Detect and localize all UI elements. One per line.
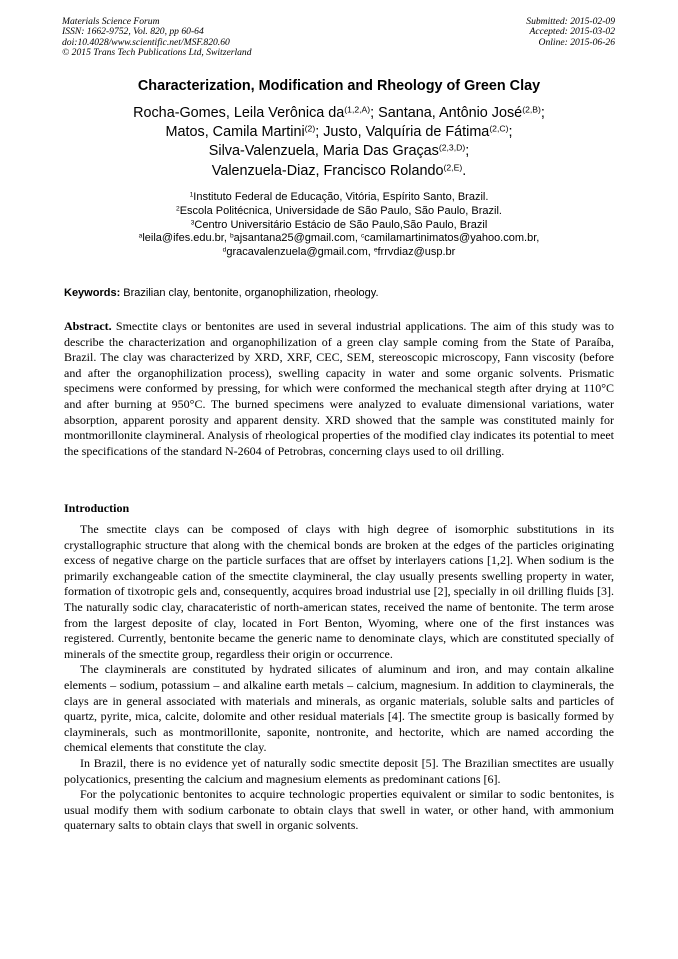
affiliation-text: Instituto Federal de Educação, Vitória, Espírito Santo, Brazil. <box>193 191 489 203</box>
keywords <box>64 287 616 299</box>
email-marker: c <box>361 232 365 240</box>
affiliation-block <box>0 191 678 260</box>
affiliation <box>0 191 678 205</box>
author-line <box>0 162 678 181</box>
keywords-label: Keywords: <box>64 287 121 299</box>
section-heading: Introduction <box>64 501 130 515</box>
journal-issn: ISSN: 1662-9752, Vol. 820, pp 60-64 <box>62 26 204 38</box>
affiliation-marker: 3 <box>190 218 195 226</box>
affiliation <box>0 219 678 233</box>
email-marker: a <box>138 232 143 240</box>
body-paragraph: The clayminerals are constituted by hydrated silicates of aluminum and iron, and may contain alkaline elements – sodium, potassium – and alkaline earth metals – calcium, magnesium. In addition to clayminerals, the clays are in general associated with materials and minerals, as organic materials, soluble salts and particles of quartz, pyrite, mica, calcite, dolomite and other residual materials [4]. The smectite group is basically formed by clayminerals, such as montmorillonite, saponite, nontronite, and hectorite, which are named according the chemical elements that constitute the clay. <box>64 662 614 755</box>
date-accepted: Accepted: 2015-03-02 <box>529 26 615 38</box>
body-paragraph: For the polycationic bentonites to acquire technologic properties equivalent or similar to sodic bentonites, is usual modify them with sodium carbonate to obtain clays that swell in water, or other hand, with ammonium quaternary salts to obtain clays that swell in organic solvents. <box>64 787 614 833</box>
abstract <box>64 319 614 459</box>
affiliation-marker: 2 <box>176 205 180 213</box>
journal-doi: doi:10.4028/www.scientific.net/MSF.820.60 <box>62 36 230 48</box>
author-line <box>0 123 678 142</box>
body-paragraph: The smectite clays can be composed of clays with high degree of isomorphic substitutions in its crystallographic structure that along with the chemical bonds are broken at the edges of the particles originating excess of negative charge on the particle surfaces that are offset by interlayers cations [1,2]. When sodium is the primarily exchangeable cation of the smectite claymineral, the clay usually presents swelling property in water, formation of tixotropic gels and, consequently, acquires broad industrial use [2], specially in oil drilling fluids [3]. The naturally sodic clay, characateristic of north-american states, received the name of bentonite. The term arose from the largest deposite of clay, located in Fort Benton, Wyoming, where one of the first instances was registered. Currently, bentonite became the generic name to denominate clays, which are constituted specially of minerals of the smectite group, regardless their origin or occurrence. <box>64 522 614 661</box>
journal-info <box>62 17 252 59</box>
author-name: Silva-Valenzuela, Maria Das Graças <box>208 143 439 160</box>
author-line <box>0 104 678 123</box>
author-affiliation-marker: (2) <box>304 123 316 134</box>
affiliation-marker: 1 <box>189 191 194 199</box>
paper-title: Characterization, Modification and Rheology of Green Clay <box>137 78 541 94</box>
email-marker: e <box>373 246 378 254</box>
author-affiliation-marker: (2,C) <box>489 123 509 134</box>
author-separator: ; <box>508 124 513 141</box>
email-line: $^a$leila@ifes.edu.br, $^b$ajsantana25@gmail.com, $^c$camilamartinimatos@yahoo.com.br, <box>138 232 540 245</box>
keywords-text: Brazilian clay, bentonite, organophilization, rheology. <box>120 287 379 299</box>
email-address: camilamartinimatos@yahoo.com.br <box>364 232 537 245</box>
abstract-text: Smectite clays or bentonites are used in several industrial applications. The aim of this study was to describe the characterization and organophilization of a green clay sample coming from the State of Paraíba, Brazil. The clay was characterized by XRD, XRF, CEC, SEM, stereoscopic microscopy, Fann viscosity (before and after the organophilization process), swelling capacity in water and some organic solvents. Prismatic specimens were conformed by pressing, for which were conformed the mechanical stegth after drying at 110°C and after burning at 950°C. The burned specimens were analyzed to evaluate dimensional variations, water absorption, apparent porosity and apparent density. XRD showed that the sample was constituted mainly for montmorillonite claymineral. Analysis of rheological properties of the modified clay indicates its potential to meet the specifications of the standard N-2604 of Petrobras, concerning clays used to oil drilling. <box>64 319 614 458</box>
author-name: Justo, Valquíria de Fátima <box>323 124 490 141</box>
author-name: Santana, Antônio José <box>378 105 523 121</box>
introduction-body <box>64 522 614 834</box>
email-address: gracavalenzuela@gmail.com <box>226 246 368 259</box>
date-submitted: Submitted: 2015-02-09 <box>526 16 615 27</box>
author-affiliation-marker: (2,E) <box>443 161 463 172</box>
email-address: ajsantana25@gmail.com <box>233 232 355 245</box>
author-separator: ; <box>370 105 379 121</box>
author-separator: . <box>462 162 467 179</box>
author-affiliation-marker: (2,3,D) <box>438 142 466 153</box>
author-separator: ; <box>465 143 470 160</box>
author-separator: ; <box>540 105 545 121</box>
email-address: leila@ifes.edu.br <box>142 232 224 245</box>
affiliation-text: Centro Universitário Estácio de São Paulo,São Paulo, Brazil <box>194 218 488 231</box>
journal-copyright: © 2015 Trans Tech Publications Ltd, Switzerland <box>62 47 252 59</box>
author-affiliation-marker: (2,B) <box>522 104 541 115</box>
email-marker: b <box>229 232 234 240</box>
author-name: Matos, Camila Martini <box>165 124 305 141</box>
author-name: Rocha-Gomes, Leila Verônica da <box>133 105 345 121</box>
affiliation <box>0 205 678 219</box>
email-address: frrvdiaz@usp.br <box>377 246 456 259</box>
author-line <box>0 142 678 161</box>
email-marker: d <box>222 246 227 254</box>
journal-name: Materials Science Forum <box>62 16 160 27</box>
body-paragraph: In Brazil, there is no evidence yet of naturally sodic smectite deposit [5]. The Brazilian smectites are usually polycationics, presenting the calcium and magnesium elements as predominant cations [6]. <box>64 755 614 786</box>
author-name: Valenzuela-Diaz, Francisco Rolando <box>211 162 444 179</box>
author-separator: ; <box>315 124 324 141</box>
affiliation-text: Escola Politécnica, Universidade de São Paulo, São Paulo, Brazil. <box>179 204 502 217</box>
email-line: $^d$gracavalenzuela@gmail.com, $^e$frrvdiaz@usp.br <box>222 246 456 259</box>
publication-dates <box>526 17 615 48</box>
abstract-label: Abstract. <box>64 319 112 333</box>
date-online: Online: 2015-06-26 <box>538 36 615 48</box>
author-affiliation-marker: (1,2,A) <box>344 104 371 115</box>
author-list <box>0 104 678 181</box>
